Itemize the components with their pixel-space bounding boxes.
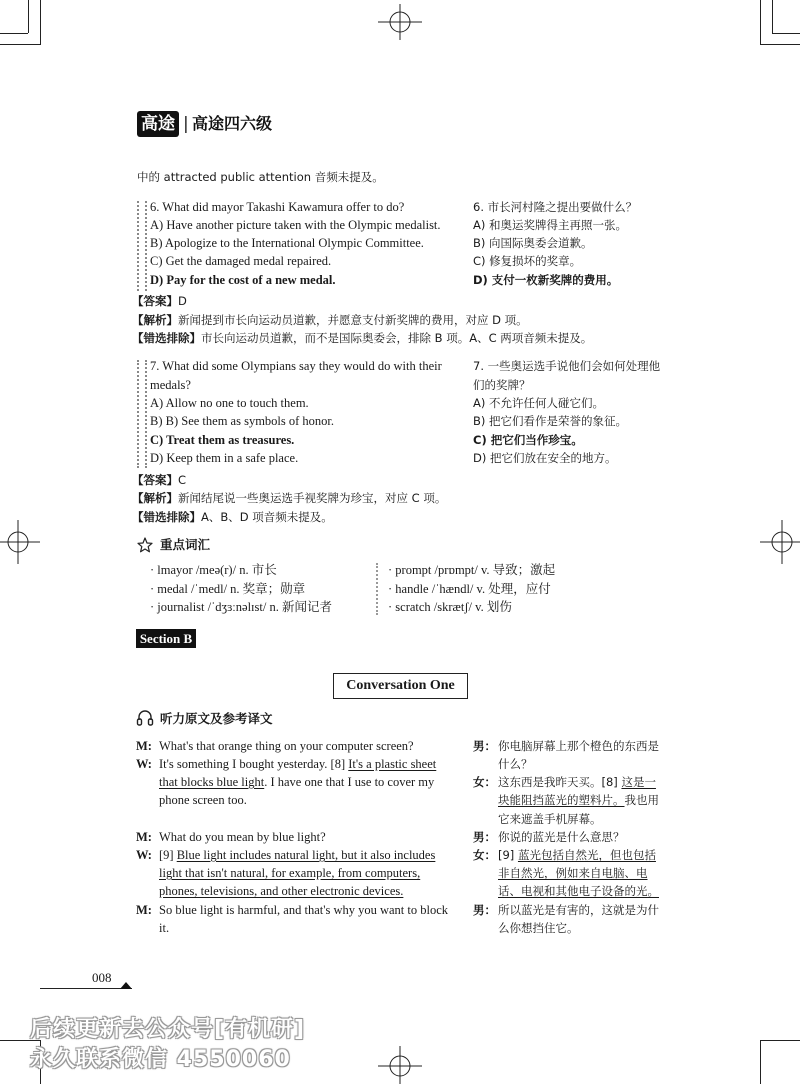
q7-zh-option-b: B) 把它们看作是荣誉的象征。 xyxy=(473,414,628,428)
q7-zh-option-a: A) 不允许任何人碰它们。 xyxy=(473,396,605,410)
conversation-title: Conversation One xyxy=(333,673,468,699)
dialog-line: phones, televisions, and other electronic devices. xyxy=(159,884,404,898)
intro-line: 中的 attracted public attention 音频未提及。 xyxy=(137,170,384,184)
q7-answer: 【答案】C xyxy=(132,473,187,487)
quote-bar-q6 xyxy=(137,201,147,291)
q6-zh-option-d: D) 支付一枚新奖牌的费用。 xyxy=(473,273,619,287)
q7-analysis: 【解析】新闻结尾说一些奥运选手视奖牌为珍宝，对应 C 项。 xyxy=(132,491,447,505)
dialog-line: 么你想挡住它。 xyxy=(498,921,579,935)
vocab-item: · journalist /ˈdʒɜːnəlɪst/ n. 新闻记者 xyxy=(150,600,332,614)
dialog-line: 这东西是我昨天买。[8] 这是一 xyxy=(498,775,656,789)
speaker-label: M: xyxy=(136,903,152,917)
speaker-label: 女： xyxy=(473,848,496,862)
dialog-line: 非自然光，例如来自电脑、电 xyxy=(498,866,648,880)
speaker-label: M: xyxy=(136,830,152,844)
speaker-label: W: xyxy=(136,757,152,771)
vocab-item: · prompt /prɒmpt/ v. 导致；激起 xyxy=(388,563,556,577)
dialog-line: 它来遮盖手机屏幕。 xyxy=(498,812,602,826)
dialog-line: 你电脑屏幕上那个橙色的东西是 xyxy=(498,739,659,753)
header-title: 高途四六级 xyxy=(192,114,273,133)
q6-zh-option-b: B) 向国际奥委会道歉。 xyxy=(473,236,593,250)
dialog-line: It's something I bought yesterday. [8] It's a plastic sheet xyxy=(159,757,437,771)
vocab-title: 重点词汇 xyxy=(160,537,211,552)
transcript-title: 听力原文及参考译文 xyxy=(160,711,273,726)
speaker-label: 男： xyxy=(473,830,496,844)
dialog-line: phone screen too. xyxy=(159,793,247,807)
q6-zh-question: 6. 市长河村隆之提出要做什么？ xyxy=(473,200,638,214)
headphones-icon xyxy=(136,709,154,727)
dialog-line: So blue light is harmful, and that's why you want to block xyxy=(159,903,449,917)
footer-rule xyxy=(40,988,132,989)
q6-answer: 【答案】D xyxy=(132,294,187,308)
q7-option-c: C) Treat them as treasures. xyxy=(150,433,295,447)
dialog-line: What's that orange thing on your computer screen? xyxy=(159,739,414,753)
speaker-label: 男： xyxy=(473,903,496,917)
q6-option-d: D) Pay for the cost of a new medal. xyxy=(150,273,336,287)
dialog-line: that blocks blue light. I have one that I use to cover my xyxy=(159,775,435,789)
q7-zh-question-line2: 们的奖牌？ xyxy=(473,378,531,392)
dialog-line: What do you mean by blue light? xyxy=(159,830,326,844)
q6-option-b: B) Apologize to the International Olympic Committee. xyxy=(150,236,424,250)
q7-option-b: B) B) See them as symbols of honor. xyxy=(150,414,335,428)
q6-question: 6. What did mayor Takashi Kawamura offer to do? xyxy=(150,200,405,214)
q7-eliminate: 【错选排除】A、B、D 项音频未提及。 xyxy=(132,510,333,524)
q6-analysis: 【解析】新闻提到市长向运动员道歉，并愿意支付新奖牌的费用，对应 D 项。 xyxy=(132,313,528,327)
triangle-marker-icon xyxy=(120,982,132,989)
dialog-line: light that isn't natural, for example, from computers, xyxy=(159,866,421,880)
registration-target-left xyxy=(0,520,40,564)
q7-zh-option-c: C) 把它们当作珍宝。 xyxy=(473,433,583,447)
vocab-divider xyxy=(376,563,378,615)
q7-question-line1: 7. What did some Olympians say they would do with their xyxy=(150,359,442,373)
speaker-label: M: xyxy=(136,739,152,753)
q7-option-a: A) Allow no one to touch them. xyxy=(150,396,309,410)
dialog-line: 所以蓝光是有害的，这就是为什 xyxy=(498,903,659,917)
q6-zh-option-a: A) 和奥运奖牌得主再照一张。 xyxy=(473,218,628,232)
dialog-line: it. xyxy=(159,921,170,935)
registration-target-bottom xyxy=(378,1046,422,1084)
quote-bar-q7 xyxy=(137,360,147,468)
vocab-item: · lmayor /meə(r)/ n. 市长 xyxy=(150,563,277,577)
dialog-line: [9] Blue light includes natural light, but it also includes xyxy=(159,848,436,862)
speaker-label: 女： xyxy=(473,775,496,789)
vocab-item: · scratch /skrætʃ/ v. 划伤 xyxy=(388,600,512,614)
q7-zh-option-d: D) 把它们放在安全的地方。 xyxy=(473,451,617,465)
dialog-line: 你说的蓝光是什么意思？ xyxy=(498,830,625,844)
vocab-item: · handle /ˈhændl/ v. 处理，应付 xyxy=(388,582,551,596)
header-logo: 高途 xyxy=(137,111,179,137)
dialog-line: [9] 蓝光包括自然光，但也包括 xyxy=(498,848,656,862)
dialog-line: 什么？ xyxy=(498,757,533,771)
q6-option-a: A) Have another picture taken with the Olympic medalist. xyxy=(150,218,441,232)
q6-zh-option-c: C) 修复损坏的奖章。 xyxy=(473,254,582,268)
header-separator: | xyxy=(183,114,189,134)
q7-question-line2: medals? xyxy=(150,378,191,392)
q6-eliminate: 【错选排除】市长向运动员道歉，而不是国际奥委会，排除 B 项。A、C 两项音频未提及。 xyxy=(132,331,593,345)
vocab-item: · medal /ˈmedl/ n. 奖章；勋章 xyxy=(150,582,306,596)
registration-target-top xyxy=(378,4,422,40)
star-icon xyxy=(137,537,153,553)
dialog-line: 话、电视和其他电子设备的光。 xyxy=(498,884,659,898)
registration-target-right xyxy=(760,520,800,564)
q7-zh-question-line1: 7. 一些奥运选手说他们会如何处理他 xyxy=(473,359,661,373)
watermark-line2: 永久联系微信 4550060 xyxy=(30,1047,291,1072)
page-number: 008 xyxy=(92,970,112,985)
section-label: Section B xyxy=(136,629,196,648)
dialog-line: 块能阻挡蓝光的塑料片。我也用 xyxy=(498,793,659,807)
speaker-label: W: xyxy=(136,848,152,862)
q6-option-c: C) Get the damaged medal repaired. xyxy=(150,254,332,268)
speaker-label: 男： xyxy=(473,739,496,753)
q7-option-d: D) Keep them in a safe place. xyxy=(150,451,299,465)
watermark-line1: 后续更新去公众号[有机研] xyxy=(30,1017,306,1042)
